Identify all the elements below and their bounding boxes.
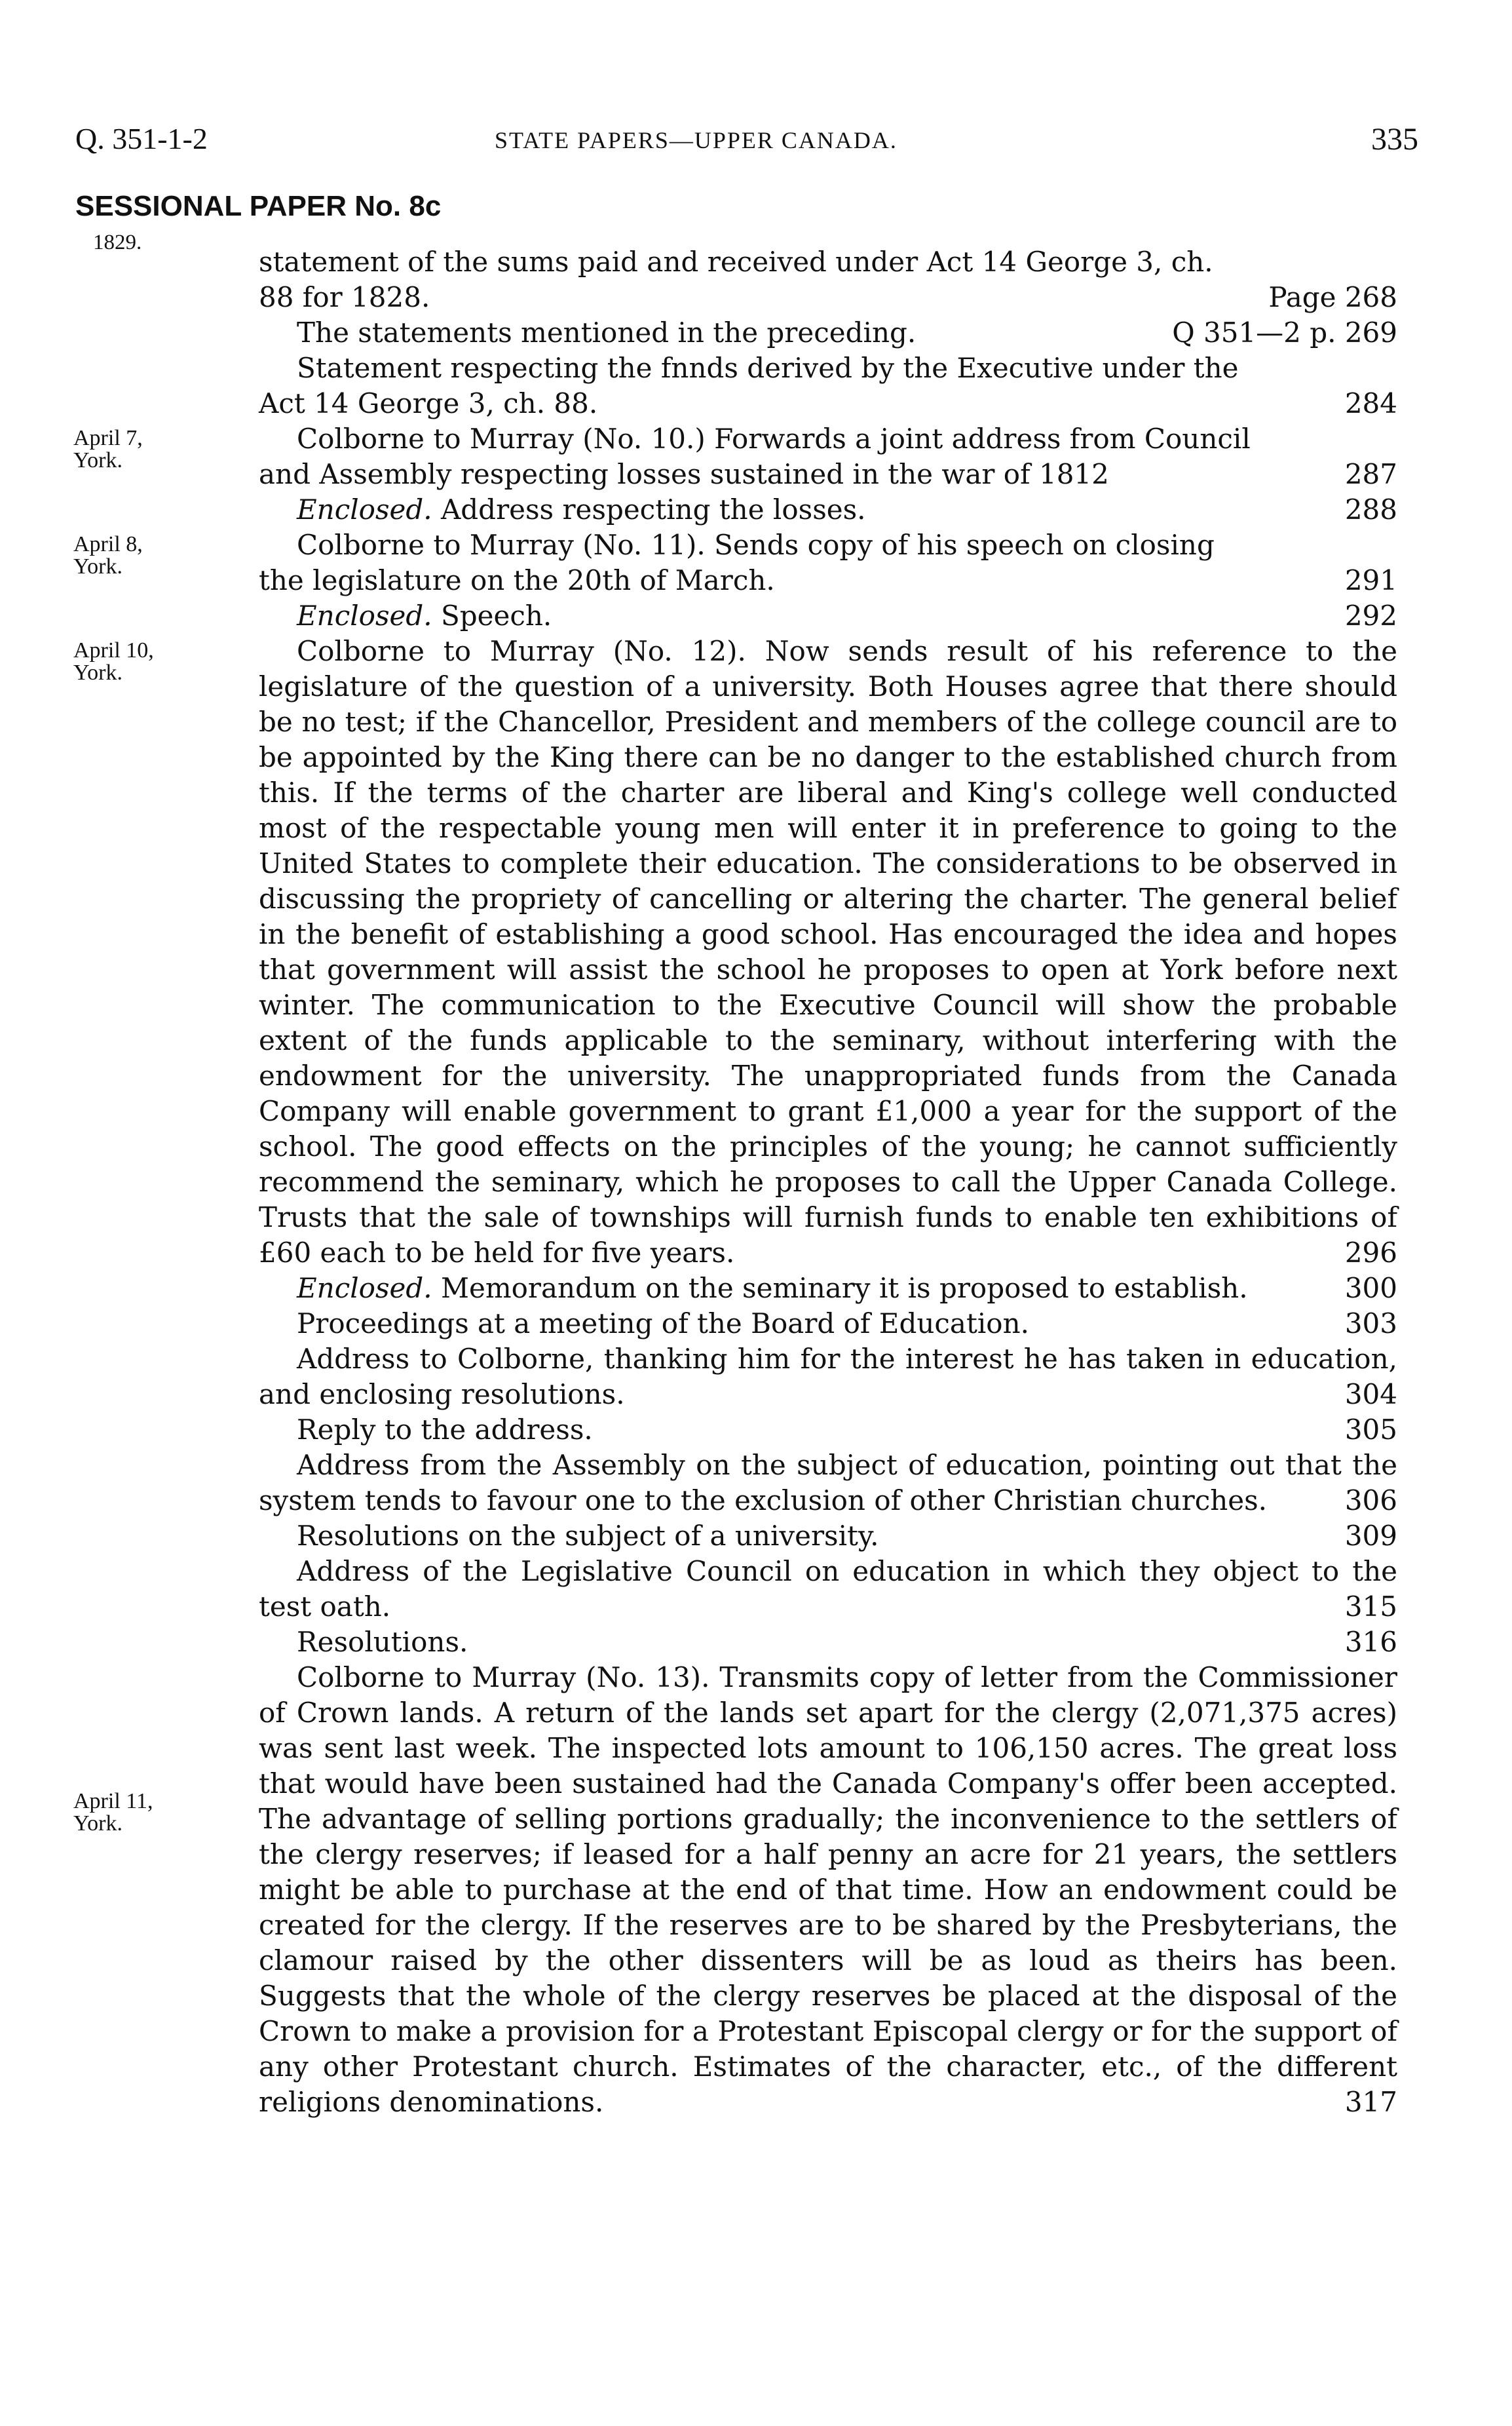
page-ref: 291 <box>1344 564 1397 596</box>
margin-place: York. <box>73 448 123 472</box>
entry-line: The statements mentioned in the preceding. Q 351—2 p. 269 <box>259 315 1397 351</box>
entry-line: and Assembly respecting losses sustained in the war of 1812 287 <box>259 457 1397 492</box>
entry-paragraph <box>259 1448 1397 1518</box>
page-number: 335 <box>1371 122 1418 157</box>
entry-line: Resolutions. 316 <box>259 1625 1397 1660</box>
page-ref: Q 351—2 p. 269 <box>1172 317 1397 349</box>
margin-date: April 7, <box>73 426 143 450</box>
page-ref: 296 <box>1344 1237 1397 1269</box>
page-ref: 292 <box>1344 600 1397 632</box>
enclosed-label: Enclosed. <box>297 1272 432 1304</box>
entry-text: Address from the Assembly on the subject of education, pointing out that the system tends to favour one to the exclusion of other Christian churches. <box>259 1449 1397 1516</box>
entry-text: Colborne to Murray (No. 13). Transmits copy of letter from the Commissioner of Crown lands. A return of the lands set apart for the clergy (2,071,375 acres) was sent last week. The inspected lots amount to 106,150 acres. The great loss that would have been sustained had the Canada Company's offer been accepted. The advantage of selling portions gradually; the inconvenience to the settlers of the clergy reserves; if leased for a half penny an acre for 21 years, the settlers might be able to purchase at the end of that time. How an endowment could be created for the clergy. If the reserves are to be shared by the Presbyterians, the clamour raised by the other dissenters will be as loud as theirs has been. Suggests that the whole of the clergy reserves be placed at the disposal of the Crown to make a provision for a Protestant Episcopal clergy or for the support of any other Protestant church. Estimates of the character, etc., of the different religions denominations. <box>259 1661 1397 2118</box>
entry-paragraph <box>259 1660 1397 2120</box>
margin-date-april-8 <box>73 533 143 578</box>
page-ref: 316 <box>1344 1626 1397 1658</box>
margin-date: April 11, <box>73 1789 153 1813</box>
running-title: STATE PAPERS—UPPER CANADA. <box>495 127 898 153</box>
entry-line: Colborne to Murray (No. 11). Sends copy of his speech on closing <box>297 529 1215 561</box>
page-ref: 287 <box>1344 458 1397 490</box>
page-ref: 304 <box>1344 1378 1397 1410</box>
page-ref: 306 <box>1344 1484 1397 1516</box>
margin-place: York. <box>73 1811 123 1836</box>
page-ref: 300 <box>1344 1272 1397 1304</box>
reference-number: Q. 351-1-2 <box>75 122 208 155</box>
entry-line: Act 14 George 3, ch. 88. 284 <box>259 386 1397 421</box>
enclosed-label: Enclosed. <box>297 600 432 632</box>
entry-line: Colborne to Murray (No. 10.) Forwards a joint address from Council <box>297 423 1251 455</box>
page-ref: 303 <box>1344 1307 1397 1339</box>
page-ref: 288 <box>1344 493 1397 526</box>
entry-line: 88 for 1828. Page 268 <box>259 280 1397 315</box>
entry-text: Address to Colborne, thanking him for the interest he has taken in education, and enclosing resolutions. <box>259 1343 1397 1410</box>
entry-line: Reply to the address. 305 <box>259 1412 1397 1448</box>
calendar-entries <box>259 244 1397 2120</box>
margin-date-april-11 <box>73 1790 153 1835</box>
entry-paragraph <box>259 1554 1397 1625</box>
entry-text: Address of the Legislative Council on education in which they object to the test oath. <box>259 1555 1397 1623</box>
entry-line: Enclosed. Speech. 292 <box>259 598 1397 634</box>
margin-place: York. <box>73 554 123 579</box>
entry-line: statement of the sums paid and received under Act 14 George 3, ch. <box>259 246 1213 278</box>
margin-date-april-10 <box>73 640 154 684</box>
page-ref: Page 268 <box>1268 281 1397 313</box>
page-ref: 309 <box>1344 1520 1397 1552</box>
entry-line: Resolutions on the subject of a university. 309 <box>259 1518 1397 1554</box>
enclosed-label: Enclosed. <box>297 493 432 526</box>
entry-line: Statement respecting the fnnds derived by the Executive under the <box>297 352 1239 384</box>
entry-paragraph <box>259 634 1397 1271</box>
margin-date: April 8, <box>73 532 143 556</box>
margin-place: York. <box>73 661 123 685</box>
year-note: 1829. <box>93 231 142 254</box>
running-header <box>75 121 1418 161</box>
entry-line: Proceedings at a meeting of the Board of Education. 303 <box>259 1306 1397 1341</box>
entry-line: the legislature on the 20th of March. 291 <box>259 563 1397 598</box>
entry-line: Enclosed. Memorandum on the seminary it is proposed to establish. 300 <box>259 1271 1397 1306</box>
page-ref: 317 <box>1344 2086 1397 2118</box>
entry-paragraph <box>259 1341 1397 1412</box>
page-ref: 284 <box>1344 387 1397 419</box>
sessional-paper-label: SESSIONAL PAPER No. 8c <box>75 190 442 222</box>
margin-date: April 10, <box>73 638 154 663</box>
margin-date-april-7 <box>73 427 143 472</box>
page-ref: 305 <box>1344 1414 1397 1446</box>
entry-line: Enclosed. Address respecting the losses. 288 <box>259 492 1397 528</box>
page-ref: 315 <box>1344 1590 1397 1623</box>
entry-text: Colborne to Murray (No. 12). Now sends result of his reference to the legislature of the question of a university. Both Houses agree that there should be no test; if the Chancellor, President and members of the college council are to be appointed by the King there can be no danger to the established church from this. If the terms of the charter are liberal and King's college well conducted most of the respectable young men will enter it in preference to going to the United States to complete their education. The considerations to be observed in discussing the propriety of cancelling or altering the charter. The general belief in the benefit of establishing a good school. Has encouraged the idea and hopes that government will assist the school he proposes to open at York before next winter. The communication to the Executive Council will show the probable extent of the funds applicable to the seminary, without interfering with the endowment for the university. The unappropriated funds from the Canada Company will enable government to grant £1,000 a year for the support of the school. The good effects on the principles of the young; he cannot sufficiently recommend the seminary, which he proposes to call the Upper Canada College. Trusts that the sale of townships will furnish funds to enable ten exhibitions of £60 each to be held for five years. <box>259 635 1397 1269</box>
